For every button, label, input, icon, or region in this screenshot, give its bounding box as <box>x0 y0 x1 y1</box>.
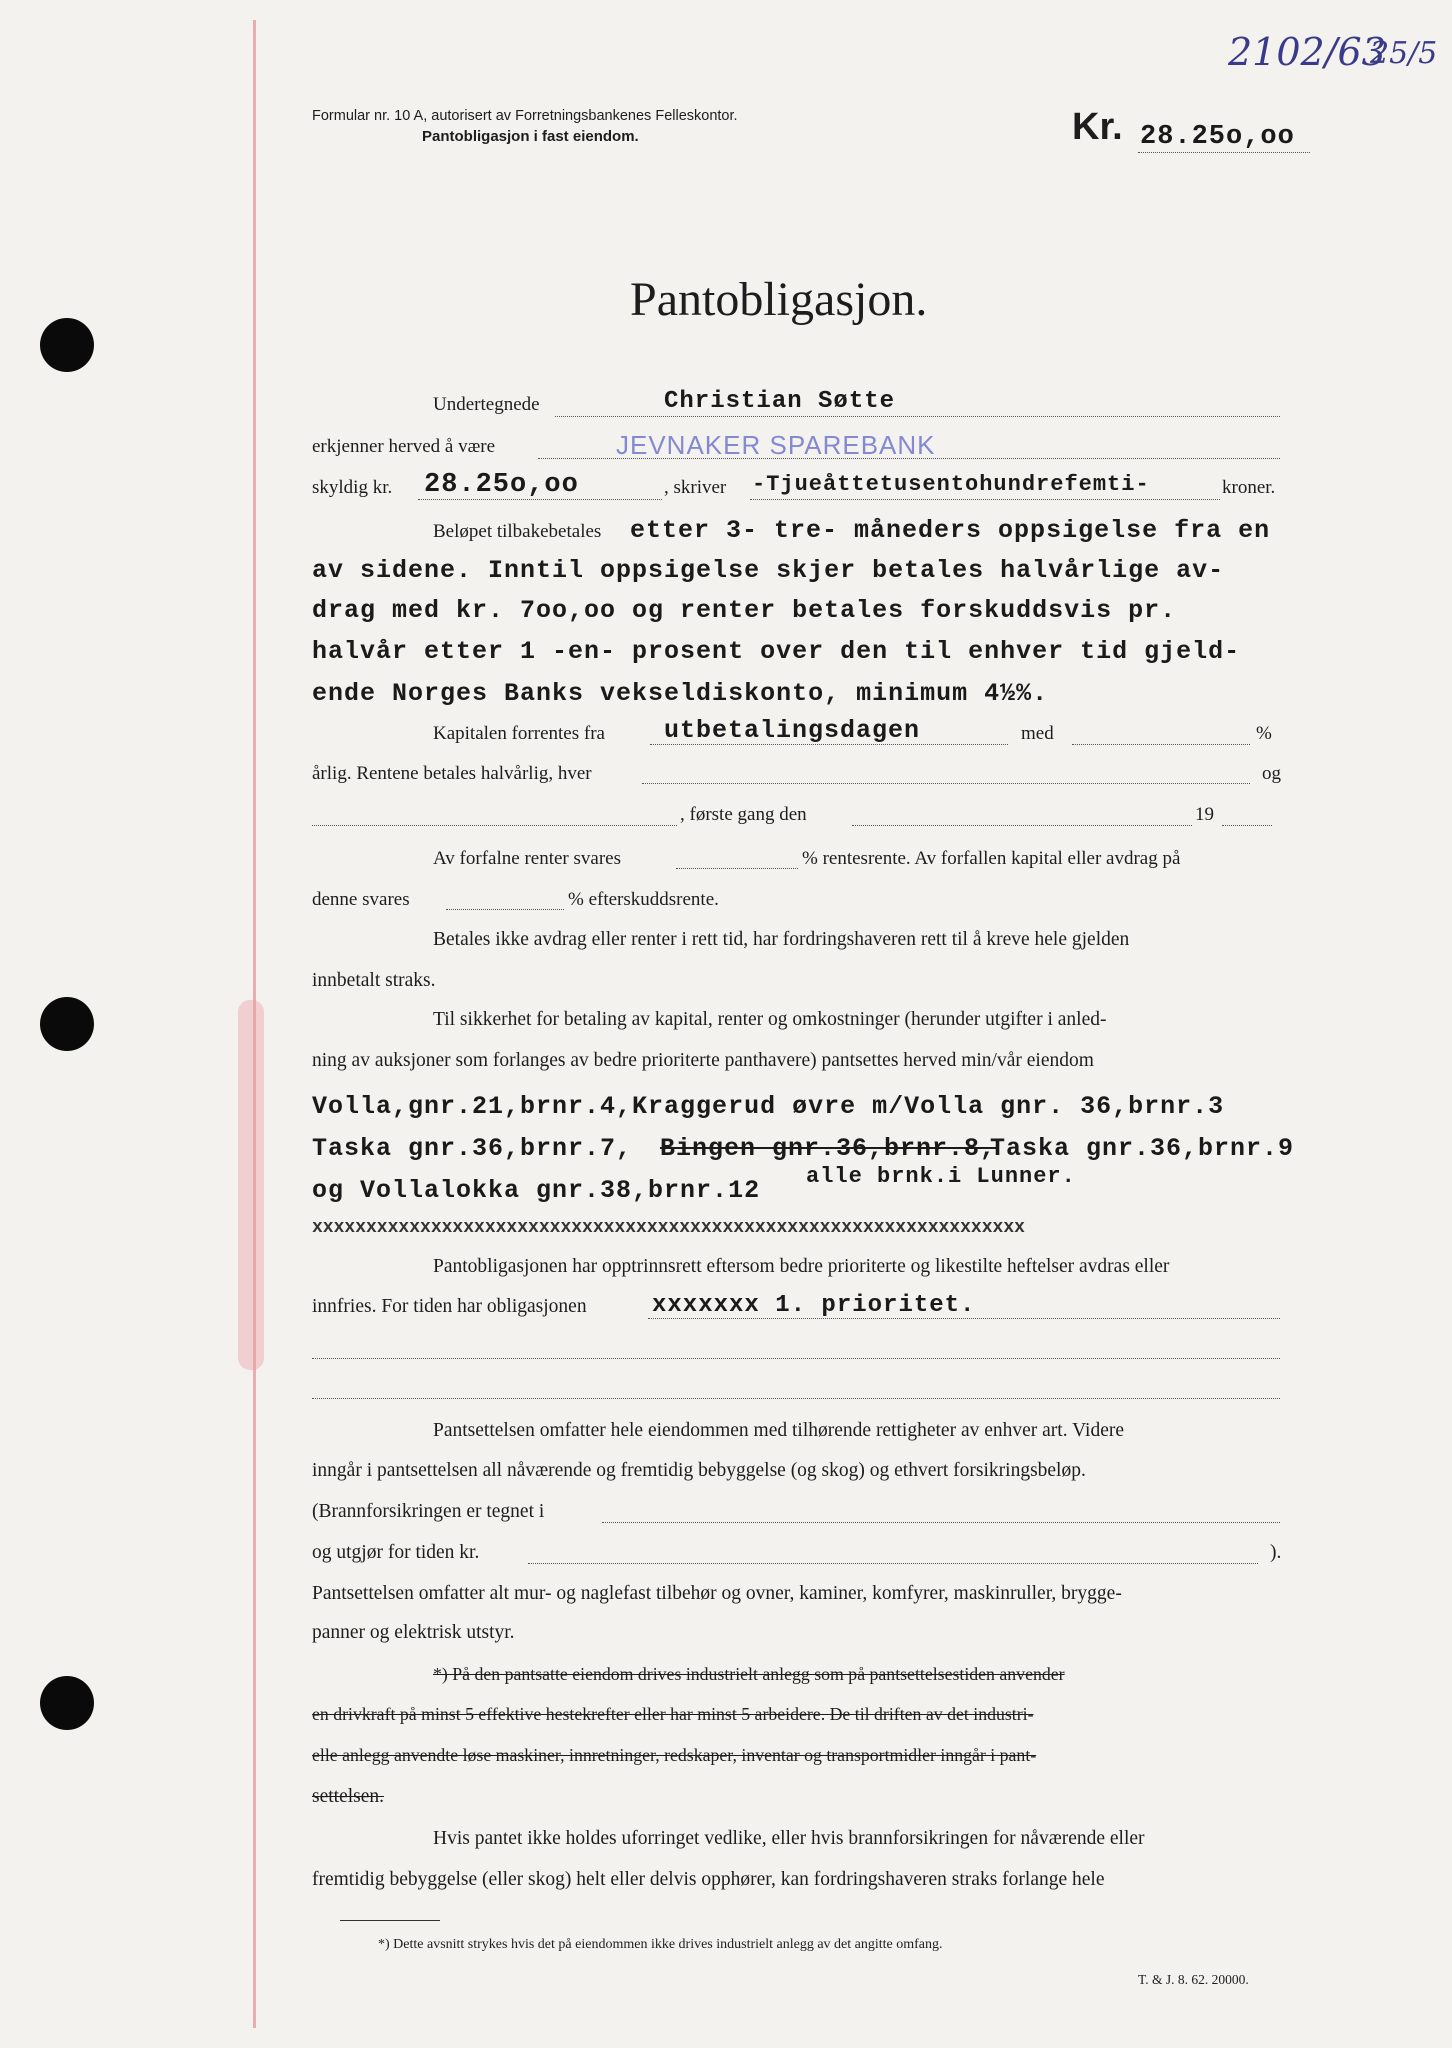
insurance-amount-line <box>528 1563 1258 1564</box>
default-clause-2: innbetalt straks. <box>312 970 436 991</box>
kapital-line <box>650 744 1008 745</box>
kr-amount: 28.25o,oo <box>1140 122 1295 152</box>
maintenance-clause-1: Hvis pantet ikke holdes uforringet vedlike, eller hvis brannforsikringen for nåværende eller <box>433 1828 1145 1849</box>
fixtures-clause-2: panner og elektrisk utstyr. <box>312 1622 515 1643</box>
repayment-line-5: ende Norges Banks vekseldiskonto, minimum 4½%. <box>312 679 1049 708</box>
property-line-3b: alle brnk.i Lunner. <box>806 1164 1076 1189</box>
priority-line-1 <box>648 1318 1280 1319</box>
mortgage-scope-4: og utgjør for tiden kr. <box>312 1542 480 1563</box>
date-line <box>312 825 677 826</box>
page-title: Pantobligasjon. <box>630 273 928 326</box>
amount-in-words: -Tjueåttetusentohundrefemti- <box>752 472 1150 497</box>
form-subtitle: Pantobligasjon i fast eiendom. <box>422 128 639 145</box>
med-line <box>1072 744 1250 745</box>
skriver-line <box>750 499 1220 500</box>
denne-line <box>446 909 564 910</box>
repayment-line-1: etter 3- tre- måneders oppsigelse fra en <box>630 516 1271 545</box>
kr-underline <box>1138 152 1310 153</box>
forfalne-label: Av forfalne renter svares <box>433 848 621 869</box>
kapital-label: Kapitalen forrentes fra <box>433 723 605 744</box>
creditor-stamp: JEVNAKER SPAREBANK <box>616 430 936 460</box>
property-line-2b-struck: Bingen gnr.36,brnr.8, <box>660 1134 997 1163</box>
rentesrente-text: % rentesrente. Av forfallen kapital eller avdrag på <box>802 848 1181 869</box>
med-label: med <box>1021 723 1054 744</box>
tilbake-label: Beløpet tilbakebetales <box>433 521 602 542</box>
mortgage-scope-3: (Brannforsikringen er tegnet i <box>312 1501 545 1522</box>
arlig-label: årlig. Rentene betales halvårlig, hver <box>312 763 592 784</box>
undertegnede-label: Undertegnede <box>433 394 540 415</box>
insurance-line <box>602 1522 1280 1523</box>
default-clause-1: Betales ikke avdrag eller renter i rett tid, har fordringshaveren rett til å kreve hele gjelden <box>433 929 1130 950</box>
property-line-2a: Taska gnr.36,brnr.7, <box>312 1134 633 1163</box>
kr-label: Kr. <box>1072 106 1123 148</box>
industry-clause-4: settelsen. <box>312 1786 385 1807</box>
footnote-rule <box>340 1920 440 1921</box>
denne-svares-label: denne svares <box>312 889 410 910</box>
arlig-line <box>642 783 1250 784</box>
punch-hole-top <box>40 318 94 372</box>
forste-line <box>852 825 1192 826</box>
priority-clause-2: innfries. For tiden har obligasjonen <box>312 1296 587 1317</box>
struck-out-line: xxxxxxxxxxxxxxxxxxxxxxxxxxxxxxxxxxxxxxxxxxxxxxxxxxxxxxxxxxxxxxxxxx <box>312 1218 1025 1238</box>
footnote: *) Dette avsnitt strykes hvis det på eiendommen ikke drives industrielt anlegg av det angitte omfang. <box>378 1937 943 1952</box>
industry-clause-1: *) På den pantsatte eiendom drives industrielt anlegg som på pantsettelsestiden anvender <box>433 1664 1065 1684</box>
erkjenner-line <box>538 458 1280 459</box>
repayment-line-3: drag med kr. 7oo,oo og renter betales forskuddsvis pr. <box>312 596 1177 625</box>
kroner-label: kroner. <box>1222 477 1276 498</box>
year-label: 19 <box>1195 804 1214 825</box>
maintenance-clause-2: fremtidig bebyggelse (eller skog) helt eller delvis opphører, kan fordringshaveren straks forlange hele <box>312 1869 1105 1890</box>
handwritten-reference: 2102/63 <box>1228 30 1386 74</box>
percent-sign: % <box>1256 723 1272 744</box>
og-label: og <box>1262 763 1281 784</box>
industry-clause-3: elle anlegg anvendte løse maskiner, innretninger, redskaper, inventar og transportmidler inngår i pant- <box>312 1745 1037 1765</box>
mortgage-scope-1: Pantsettelsen omfatter hele eiendommen med tilhørende rettigheter av enhver art. Videre <box>433 1420 1124 1441</box>
property-line-3a: og Vollalokka gnr.38,brnr.12 <box>312 1176 761 1205</box>
handwritten-date: 25/5 <box>1370 36 1438 71</box>
year-line <box>1222 825 1272 826</box>
skriver-label: , skriver <box>664 477 727 498</box>
skyldig-line <box>418 499 662 500</box>
forste-label: , første gang den <box>680 804 807 825</box>
industry-clause-2: en drivkraft på minst 5 effektive hestekrefter eller har minst 5 arbeidere. De til driften av det industri- <box>312 1704 1034 1724</box>
forfalne-line <box>676 868 798 869</box>
priority-value: xxxxxxx 1. prioritet. <box>652 1292 976 1319</box>
undertegnede-line <box>555 416 1280 417</box>
mortgage-scope-4-end: ). <box>1270 1542 1282 1563</box>
priority-line-3 <box>312 1398 1280 1399</box>
debtor-name: Christian Søtte <box>664 388 896 415</box>
security-clause-2: ning av auksjoner som forlanges av bedre prioriterte panthavere) pantsettes herved min/vår eiendom <box>312 1050 1094 1071</box>
punch-hole-middle <box>40 997 94 1051</box>
printer-mark: T. & J. 8. 62. 20000. <box>1138 1972 1249 1987</box>
mortgage-scope-2: inngår i pantsettelsen all nåværende og fremtidig bebyggelse (og skog) og ethvert forsikringsbeløp. <box>312 1460 1086 1481</box>
property-line-2c: Taska gnr.36,brnr.9 <box>990 1134 1295 1163</box>
priority-line-2 <box>312 1358 1280 1359</box>
erkjenner-label: erkjenner herved å være <box>312 436 496 457</box>
security-clause-1: Til sikkerhet for betaling av kapital, renter og omkostninger (herunder utgifter i anled- <box>433 1009 1107 1030</box>
efterskudd-text: % efterskuddsrente. <box>568 889 719 910</box>
repayment-line-2: av sidene. Inntil oppsigelse skjer betales halvårlige av- <box>312 556 1225 585</box>
skyldig-amount: 28.25o,oo <box>424 470 579 500</box>
red-margin-line <box>253 20 256 2028</box>
fixtures-clause-1: Pantsettelsen omfatter alt mur- og naglefast tilbehør og ovner, kaminer, komfyrer, maskinruller, brygge- <box>312 1583 1122 1604</box>
property-line-1: Volla,gnr.21,brnr.4,Kraggerud øvre m/Volla gnr. 36,brnr.3 <box>312 1092 1225 1121</box>
repayment-line-4: halvår etter 1 -en- prosent over den til enhver tid gjeld- <box>312 637 1241 666</box>
priority-clause-1: Pantobligasjonen har opptrinnsrett eftersom bedre prioriterte og likestilte heftelser avdras eller <box>433 1256 1170 1277</box>
interest-start: utbetalingsdagen <box>664 716 921 745</box>
margin-smudge <box>238 1000 264 1370</box>
form-number: Formular nr. 10 A, autorisert av Forretningsbankenes Felleskontor. <box>312 108 738 124</box>
skyldig-label: skyldig kr. <box>312 477 393 498</box>
punch-hole-bottom <box>40 1676 94 1730</box>
